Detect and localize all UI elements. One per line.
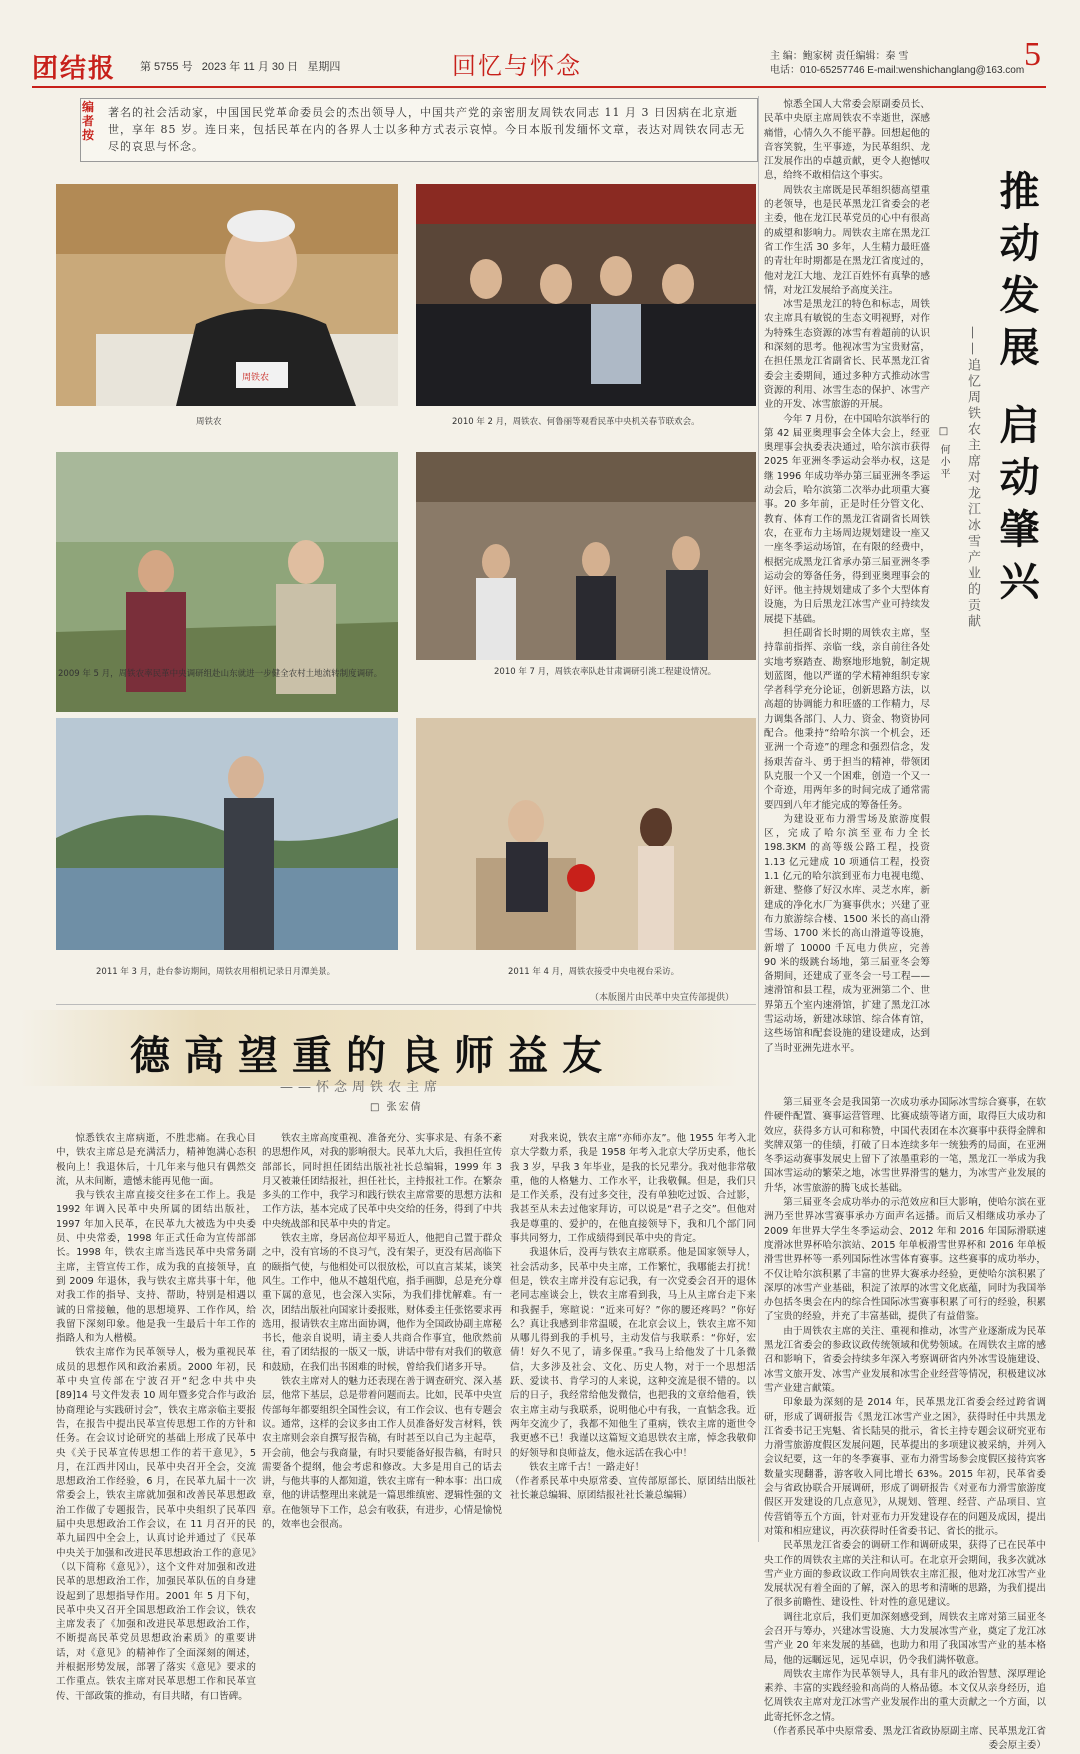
issue-date: 2023 年 11 月 30 日 bbox=[201, 61, 299, 73]
paragraph: 由于周铁农主席的关注、重视和推动，冰雪产业逐渐成为民革黑龙江省委会的参政议政传统领域和优势领域。在周铁农主席的感召和影响下，省委会持续多年深入考察调研省内外冰雪设施建设、冰雪文旅开发、冰雪产业发展和冰雪企业经营等情况，积极建议冰雪产业建言献策。 bbox=[764, 1325, 1046, 1394]
paragraph: 为建设亚布力滑雪场及旅游度假区，完成了哈尔滨至亚布力全长 198.3KM 的高等级公路工程，投资 1.13 亿元建成 10 项通信工程，投资 1.1 亿元的哈尔滨到亚布力电视电缆、新建、整修了好汉水库、灵芝水库，新建成的净化水厂为赛事供水；兴建了亚布力旅游综合楼、1500 米长的高山滑雪场、1700 米长的高山滑道等设施，新增了 10000 千瓦电力供应，完善 90 米的级跳台场地，第三届亚冬会筹备期间，还建成了亚冬会一号工程——速滑馆和县工程，成为亚洲第二个、世界第五个室内速滑馆，扩建了黑龙江冰雪运动场，新建冰球馆、综合体育馆，这些场馆和配套设施的建设建成，达到了当时亚洲先进水平。 bbox=[764, 813, 930, 1054]
portrait-image bbox=[56, 184, 398, 406]
photo-caption: 2010 年 7 月，周铁农率队赴甘肃调研引洮工程建设情况。 bbox=[494, 667, 717, 677]
right-article-body bbox=[764, 98, 930, 1088]
bottom-article-col-1 bbox=[56, 1132, 256, 1702]
photo-portrait bbox=[56, 184, 398, 406]
newspaper-logo: 团结报 bbox=[32, 54, 117, 84]
photo-caption: 2011 年 4 月，周铁农接受中央电视台采访。 bbox=[508, 967, 680, 977]
paragraph: 周铁农主席作为民革领导人，具有非凡的政治智慧、深厚理论素养、丰富的实践经验和高尚的人格品德。本文仅从亲身经历，追忆周铁农主席对龙江冰雪产业发展作出的重大贡献之一个方面，以此寄托怀念之情。 bbox=[764, 1668, 1046, 1723]
gala-image bbox=[416, 184, 756, 406]
photo-gansu bbox=[416, 452, 756, 660]
paragraph: 铁农主席高度重视、准备充分、实事求是、有条不紊的思想作风，对我的影响很大。民革九大后，我担任宣传部部长，同时担任团结出版社社长总编辑，1999 年 3 月又被兼任团结报社，担任社长，主持报社工作。在繁杂多头的工作中，我学习和践行铁农主席常要的思想方法和工作方法，基本完成了民革中央交给的任务，得到了中共中央统战部和民革中央的肯定。 bbox=[262, 1133, 502, 1230]
paragraph: 第三届亚冬会是我国第一次成功承办国际冰雪综合赛事，在软件硬件配置、赛事运营管理、比赛成绩等诸方面，取得巨大成功和效应，获得多方认可和称赞，中国代表团在本次赛事中获得金牌和奖牌双第一的佳绩，打破了日本连续多年一统独秀的局面，在亚洲冬季运动赛事发展史上留下了浓墨重彩的一笔，黑龙江一举成为我国冰雪运动的繁荣之地，冰雪世界滑雪的魅力，为冰雪产业发展的升华，冰雪旅游的腾飞成长基础。 bbox=[764, 1097, 1046, 1194]
editor-line: 主 编：鲍家树 责任编辑：秦 雪 bbox=[770, 51, 909, 62]
photo-gala bbox=[416, 184, 756, 406]
photo-caption: 2009 年 5 月，周铁农率民革中央调研组赴山东就进一步健全农村土地流转制度调研。 bbox=[58, 669, 383, 679]
section-title: 回忆与怀念 bbox=[452, 52, 582, 80]
bottom-article-author: □ 张宏倩 bbox=[370, 1102, 423, 1113]
paragraph: 我退休后，没再与铁农主席联系。他是国家领导人，社会活动多，民革中央主席，工作繁忙，我哪能去打扰！但是，铁农主席并没有忘记我，有一次党委会召开的退休老同志座谈会上，铁农主席看到我，马上从主席台走下来和我握手，寒暄说：“近来可好？”你的腰还疼吗？”你好么？真让我感到非常温暖，在北京会议上，铁农主席不知从哪儿得到我的手机号，主动发信与我联系：“你好，宏倩！好久不见了，请多保重。”我马上给他发了十几条微信，大多涉及社会、文化、历史人物，对于一个思想活跃、爱读书、肯学习的人来说，这种交流是很不错的。以后的日子，我经常给他发微信，也把我的文章给他看，铁农主席主动与我联系，说明他心中有我，一直惦念我。近两年交流少了，我都不知他生了重病，铁农主席的逝世令我更感不已！我谨以这篇短文追思铁农主席，悼念我敬仰的好领导和良师益友，他永远活在我心中！ bbox=[510, 1247, 756, 1459]
bottom-article-title: 德高望重的良师益友 bbox=[130, 1032, 616, 1079]
paragraph: 铁农主席千古！一路走好！ bbox=[529, 1461, 645, 1473]
footnote: （作者系民革中央原常委、宣传部原部长、原团结出版社社长兼总编辑、原团结报社社长兼总编辑） bbox=[510, 1476, 756, 1502]
paragraph: 冰雪是黑龙江的特色和标志，周铁农主席具有敏锐的生态文明视野，对作为特殊生态资源的冰雪有着超前的认识和深刻的思考。他视冰雪为宝贵财富，在担任黑龙江省副省长、民革黑龙江省委会主委期间，通过多种方式推动冰雪资源的利用、冰雪生态的保护、冰雪产业的开发、冰雪旅游的开展。 bbox=[764, 299, 930, 411]
right-article-subtitle: ——追忆周铁农主席对龙江冰雪产业的贡献 bbox=[965, 326, 980, 630]
paragraph: 民革黑龙江省委会的调研工作和调研成果，获得了已在民革中央工作的周铁农主席的关注和认可。在北京开会期间，我多次就冰雪产业方面的参政议政工作向周铁农主席汇报，他对龙江冰雪产业发展状况有着全面的了解，深入的思考和清晰的思路，为我们提出了很多前瞻性、建设性、针对性的意见建议。 bbox=[764, 1540, 1046, 1609]
paragraph: 印象最为深刻的是 2014 年，民革黑龙江省委会经过跨省调研，形成了调研报告《黑龙江冰雪产业之困》，获得时任中共黑龙江省委书记王宪魁、省长陆昊的批示，省长主持专题会议研究亚布力滑雪旅游度假区发展问题，民革提出的多项建议被采纳，并列入会议纪要，这一年的冬季赛事、亚布力滑雪场参会度假区接待宾客数量实现翻番，游客收入同比增长 63%。2015 年初，民革省委会与省政协联合开展调研，形成了调研报告《对亚布力滑雪旅游度假区开发建设的几点意见》，从规划、管理、经营、产品项目、宣传营销等五个方面，针对亚布力开发建设存在的问题及成因，提出对策和相应建议，再次获得时任省委书记、省长的批示。 bbox=[764, 1397, 1046, 1537]
issue-meta bbox=[140, 58, 340, 74]
issue-number: 第 5755 号 bbox=[140, 61, 193, 73]
right-article-body-lower bbox=[764, 1096, 1046, 1752]
photo-taiwan bbox=[56, 718, 398, 950]
editor-info bbox=[770, 50, 1024, 78]
bottom-article-col-3 bbox=[510, 1132, 756, 1542]
section-divider bbox=[56, 1004, 756, 1005]
footnote: （作者系民革中央原常委、黑龙江省政协原副主席、民革黑龙江省委会原主委） bbox=[767, 1726, 1046, 1752]
photo-caption: 2011 年 3 月，赴台参访期间，周铁农用相机记录日月潭美景。 bbox=[96, 967, 336, 977]
paragraph: 对我来说，铁农主席“亦师亦友”。他 1955 年考入北京大学数力系，我是 1958 年考入北京大学历史系，他长我 3 岁，早我 3 年毕业，是我的长兄辈分。我对他非常敬重，他的人格魅力、工作水平，让我敬佩。但是，我们只是工作关系，没有过多交往，没有单独吃过饭、合过影，我甚至从未去过他家拜访，可以说是“君子之交”。但他对我是尊重的、爱护的，在他直接领导下，我和几个部门同事共同努力，工作成绩得到民革中央的肯定。 bbox=[510, 1133, 756, 1245]
contact-line: 电话：010-65257746 E-mail:wenshichanglang@163.com bbox=[770, 65, 1025, 76]
paragraph: 铁农主席，身居高位却平易近人，他把自己置于群众之中，没有官场的不良习气，没有架子，更没有居高临下的颐指气使，与他相处可以很放松，可以直言某某，谈笑风生。工作中，他从不越俎代庖，指手画脚，总是充分尊重下属的意见，也会深入实际，为我们排忧解难。有一次，团结出版社向国家计委报账，财体委主任张铭要求再选用，报请铁农主席出面协调，他作为全国政协副主席秘书长，他亲自说明，请主委人共商合作事宜，他欣然前往，看了团结报的一版又一版，讲话中带有对我们的敬意和鼓励，在我们出书困难的时候，曾给我们诸多开导。 bbox=[262, 1233, 502, 1373]
taiwan-image bbox=[56, 718, 398, 950]
paragraph: 铁农主席对人的魅力还表现在善于调查研究、深入基层，他常下基层，总是带着问题而去。比如，民革中央宣传部每年都要组织全国性会议，有工作会议、也有专题会议。通常，这样的会议多由工作人员准备好发言材料，铁农主席则会亲自撰写报告稿，有时甚至以自己为主起草，开会前，他会与我商量，有时只要能备好报告稿，有时只需要备个提纲，他会考虑和修改。大多是用自己的话去讲，与他共事的人都知道，铁农主席有一种本事：出口成章，他的讲话整理出来就是一篇思维缜密、逻辑性强的文章。在他领导下工作，总会有收获，有进步，心情是愉悦的，效率也会很高。 bbox=[262, 1376, 502, 1531]
photo-credit: （本版图片由民革中央宣传部提供） bbox=[590, 993, 735, 1003]
photo-cctv bbox=[416, 718, 756, 950]
photo-caption: 周铁农 bbox=[196, 417, 222, 427]
bottom-article-col-2 bbox=[262, 1132, 502, 1542]
paragraph: 我与铁农主席直接交往多在工作上。我是 1992 年调入民革中央所属的团结出版社，1997 年加入民革，在民革九大被选为中央委员、中央常委，1998 年正式任命为宣传部部长。1998 年，铁农主席当选民革中央常务副主席，主管宣传工作，成为我的直接领导，直到 2009 年退休，我与铁农主席共事十年，他对我工作的指导、支持、帮助，特别是相遇以诚的日常接触，他的思想境界、工作作风，给我留下深刻印象。他是我一生最后十年工作的指路人和为人楷模。 bbox=[56, 1190, 256, 1345]
paragraph: 铁农主席作为民革领导人，极为重视民革成员的思想作风和政治素质。2000 年初，民革中央宣传部在宁波召开“纪念中共中央 [89]14 号文件发表 10 周年暨多党合作与政治协商理论与实践研讨会”，铁农主席亲临主要报告，在报告中提出民革宣传思想工作的方针和任务。在会议讨论研究的基础上形成了民革中央《关于民革宣传思想工作的若干意见》，5 月，在江西井冈山，民革中央召开全会，交流思想政治工作经验，6 月，在民革九届十一次常委会上，铁农主席就加强和改善民革思想政治工作做了专题报告，民革中央组织了民革四届中央思想政治工作会议，在 11 月召开的民革九届四中全会上，认真讨论并通过了《民革中央关于加强和改进民革思想政治工作的意见》（以下简称《意见》），这个文件对加强和改进民革的思想政治工作，加强民革队伍的自身建设起到了思想指导作用。2001 年 5 月下旬，民革中央又召开全国思想政治工作会议，铁农主席发表了《加强和改进民革思想政治工作，不断提高民革党员思想政治素质》的重要讲话，对《意见》的精神作了全面深刻的阐述，并根据形势发展，部署了落实《意见》要求的工作重点。铁农主席对民革思想工作和民革宣传、干部政策的推动，有目共睹，有口皆碑。 bbox=[56, 1347, 256, 1702]
paragraph: 第三届亚冬会成功举办的示范效应和巨大影响，使哈尔滨在亚洲乃至世界冰雪赛事承办方面声名远播。而后又相继成功承办了 2009 年世界大学生冬季运动会、2012 年和 2016 年国际滑联速度滑冰世界杯哈尔滨站、2015 年单板滑雪世界杯和 2016 年单板滑雪世界杯等一系列国际性冰雪体育赛事。这些赛事的成功举办，不仅让哈尔滨积累了丰富的世界大赛承办经验，更使哈尔滨积累了深厚的冰雪产业基础，积淀了浓厚的冰雪文化底蕴，同时为我国举办包括冬奥会在内的综合性国际冰雪赛事积累了可行的经验，积累了宝贵的经验，并充了丰富基础，提供了有益借鉴。 bbox=[764, 1197, 1046, 1323]
editor-note-text: 著名的社会活动家，中国国民党革命委员会的杰出领导人，中国共产党的亲密朋友周铁农同志 11 月 3 日因病在北京逝世，享年 85 岁。连日来，包括民革在内的各界人士以多种方式表示哀悼。今日本版刊发缅怀文章，表达对周铁农同志无尽的哀思与怀念。 bbox=[108, 106, 745, 153]
gansu-image bbox=[416, 452, 756, 660]
paragraph: 惊悉全国人大常委会原副委员长、民革中央原主席周铁农不幸逝世，深感痛惜，心情久久不能平静。回想起他的音容笑貌，生平事迹，为民革组织、龙江发展作出的卓越贡献，更令人抱憾叹息，给终不敢相信这个事实。 bbox=[764, 99, 930, 182]
masthead-rule bbox=[32, 86, 1046, 88]
photo-caption: 2010 年 2 月，周铁农、何鲁丽等观看民革中央机关春节联欢会。 bbox=[452, 417, 700, 427]
page-number: 5 bbox=[1024, 36, 1041, 73]
paragraph: 惊悉铁农主席病逝，不胜悲痛。在我心目中，铁农主席总是充满活力，精神饱满心态积极向上！我退休后，十几年来与他只有偶然交流，从未间断，遗憾未能再见他一面。 bbox=[56, 1133, 256, 1187]
bottom-article-subtitle: ——怀念周铁农主席 bbox=[280, 1080, 443, 1095]
editor-note-tag: 编者按 bbox=[82, 100, 95, 142]
cctv-image bbox=[416, 718, 756, 950]
column-divider bbox=[758, 96, 759, 1542]
paragraph: 担任副省长时期的周铁农主席，坚持靠前指挥、亲临一线，亲自前往各处实地考察踏查、勘察地形地貌，制定规划蓝图，他以严谨的学术精神组织专家学者科学充分论证，创新思路方法，以高超的协调能力和旺盛的工作精力，尽力调集各部门、人力、资金、物资协同配合。他秉持“给哈尔滨一个机会，还亚洲一个奇迹”的理念和强烈信念，发扬艰苦奋斗、勇于担当的精神，带领团队克服一个又一个困难，创造一个又一个奇迹，用两年多的时间完成了通常需要四到八年才能完成的筹备任务。 bbox=[764, 627, 930, 811]
paragraph: 调往北京后，我们更加深刻感受到，周铁农主席对第三届亚冬会召开与筹办，兴建冰雪设施、大力发展冰雪产业，奠定了龙江冰雪产业 20 年来发展的基础，也助力和用了我国冰雪产业的基本格局，他的远瞩远见，远见卓识，仍令我们满怀敬意。 bbox=[764, 1611, 1046, 1666]
name-badge: 周铁农 bbox=[242, 373, 270, 383]
paragraph: 周铁农主席既是民革组织德高望重的老领导，也是民革黑龙江省委会的老主委，他在龙江民革党员的心中有很高的威望和影响力。周铁农主席在黑龙江省工作生活 30 多年，人生精力最旺盛的青壮年时期都是在黑龙江省度过的，他对龙江大地、龙江百姓怀有真挚的感情，对龙江发展给予高度关注。 bbox=[764, 184, 930, 296]
right-article-title: 推动发展 启动肇兴 bbox=[993, 170, 1040, 612]
right-article-author: □ 何小平 bbox=[938, 426, 949, 481]
paragraph: 今年 7 月份，在中国哈尔滨举行的第 42 届亚奥理事会全体大会上，经亚奥理事会执委表决通过，哈尔滨市获得 2025 年亚洲冬季运动会举办权，这是继 1996 年成功举办第三届亚洲冬季运动会后，哈尔滨第二次举办此项重大赛事。20 多年前，正是时任分管文化、教育、体育工作的黑龙江省副省长周铁农，在亚布力主场周边规划建设一座又一座冬季运动场馆，在有限的经费中，根据完成黑龙江省承办第三届亚洲冬季运动会的筹备任务，得到亚奥理事会的好评。他主持规划建成了多个大型体育设施，为日后黑龙江冰雪产业可持续发展提下基础。 bbox=[764, 413, 930, 625]
issue-weekday: 星期四 bbox=[307, 61, 341, 73]
